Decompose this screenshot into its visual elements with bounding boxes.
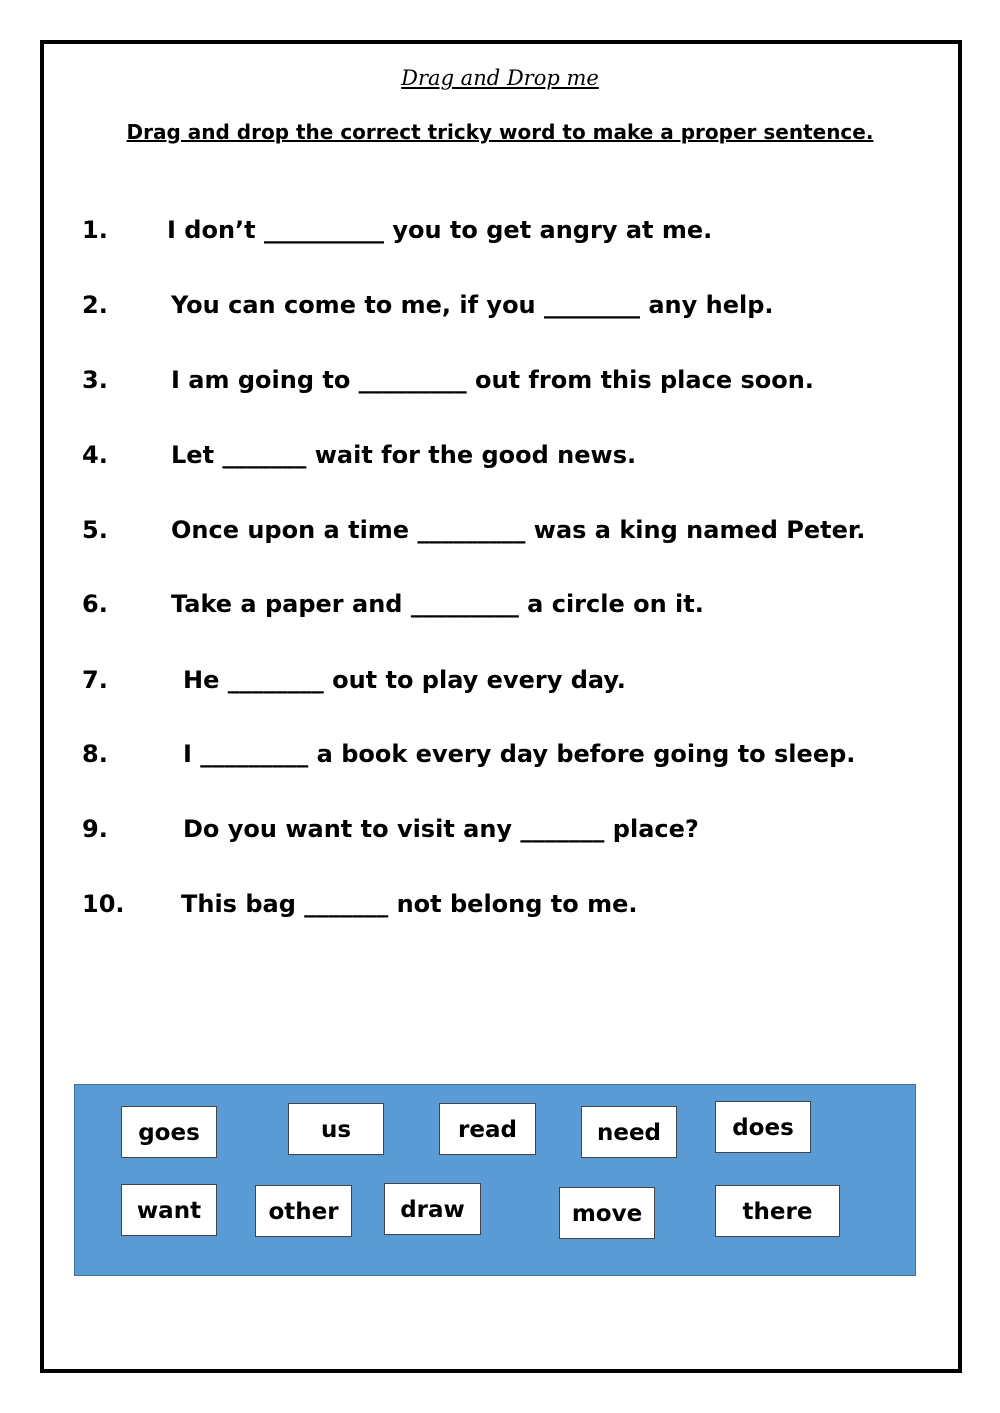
worksheet-instructions: Drag and drop the correct tricky word to make a proper sentence. bbox=[126, 120, 874, 144]
word-tile-there[interactable]: there bbox=[715, 1185, 840, 1237]
question-sentence: This bag _______ not belong to me. bbox=[181, 890, 638, 918]
question-row bbox=[0, 216, 1000, 250]
question-row bbox=[0, 516, 1000, 550]
word-tile-read[interactable]: read bbox=[439, 1103, 536, 1155]
question-row bbox=[0, 590, 1000, 624]
question-row bbox=[0, 890, 1000, 924]
question-sentence: I am going to _________ out from this place soon. bbox=[171, 366, 814, 394]
word-tile-does[interactable]: does bbox=[715, 1101, 811, 1153]
question-number: 6. bbox=[82, 590, 108, 618]
question-number: 8. bbox=[82, 740, 108, 768]
question-sentence: Let _______ wait for the good news. bbox=[171, 441, 637, 469]
word-tile-other[interactable]: other bbox=[255, 1185, 352, 1237]
worksheet-title: Drag and Drop me bbox=[401, 66, 599, 90]
question-number: 9. bbox=[82, 815, 108, 843]
question-sentence: Once upon a time _________ was a king named Peter. bbox=[171, 516, 866, 544]
question-number: 2. bbox=[82, 291, 108, 319]
question-sentence: I _________ a book every day before going to sleep. bbox=[183, 740, 856, 768]
question-sentence: Take a paper and _________ a circle on it. bbox=[171, 590, 704, 618]
word-tile-us[interactable]: us bbox=[288, 1103, 384, 1155]
question-sentence: Do you want to visit any _______ place? bbox=[183, 815, 699, 843]
question-sentence: I don’t __________ you to get angry at me. bbox=[167, 216, 713, 244]
word-tile-draw[interactable]: draw bbox=[384, 1183, 481, 1235]
question-sentence: He ________ out to play every day. bbox=[183, 666, 626, 694]
question-number: 3. bbox=[82, 366, 108, 394]
question-row bbox=[0, 291, 1000, 325]
question-number: 10. bbox=[82, 890, 125, 918]
question-row bbox=[0, 815, 1000, 849]
question-number: 4. bbox=[82, 441, 108, 469]
question-number: 1. bbox=[82, 216, 108, 244]
question-number: 5. bbox=[82, 516, 108, 544]
question-row bbox=[0, 740, 1000, 774]
word-tile-goes[interactable]: goes bbox=[121, 1106, 217, 1158]
word-tile-need[interactable]: need bbox=[581, 1106, 677, 1158]
question-sentence: You can come to me, if you ________ any help. bbox=[171, 291, 774, 319]
question-row bbox=[0, 666, 1000, 700]
word-tile-want[interactable]: want bbox=[121, 1184, 217, 1236]
word-tile-move[interactable]: move bbox=[559, 1187, 655, 1239]
question-number: 7. bbox=[82, 666, 108, 694]
question-row bbox=[0, 441, 1000, 475]
question-row bbox=[0, 366, 1000, 400]
